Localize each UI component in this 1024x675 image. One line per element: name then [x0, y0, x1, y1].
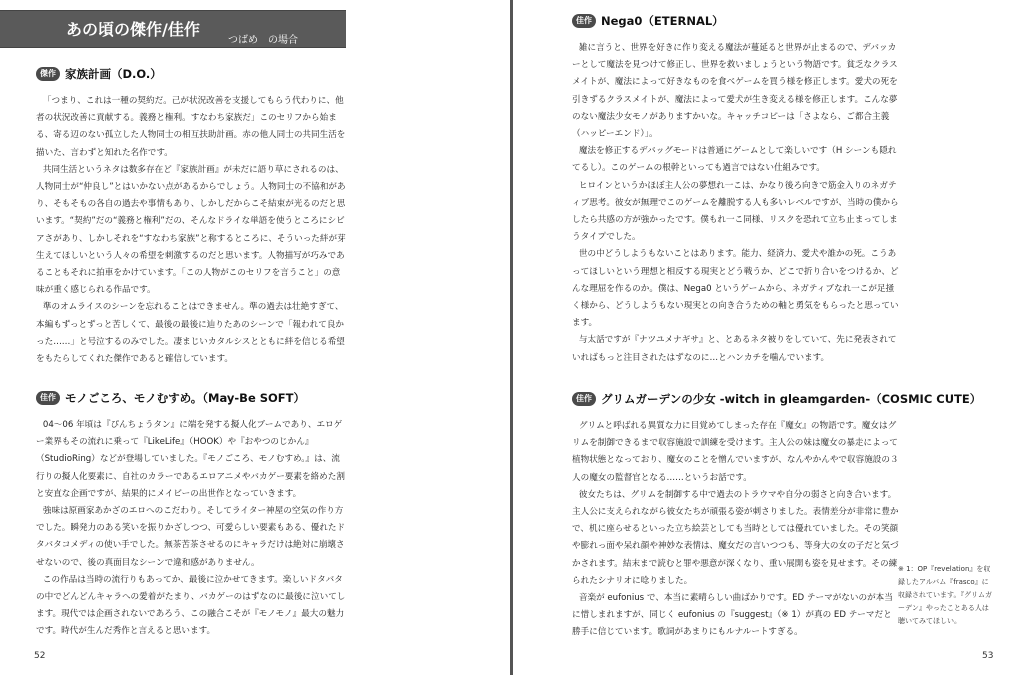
rating-badge: 佳作 — [36, 391, 60, 405]
page-subtitle: つばめ の場合 — [228, 35, 298, 46]
section-title: Nega0（ETERNAL） — [601, 14, 724, 28]
rating-badge: 傑作 — [36, 67, 60, 81]
section-body — [572, 418, 900, 642]
left-page — [0, 0, 510, 675]
page-title: あの頃の傑作/佳作 — [66, 20, 200, 39]
section-kazoku-keikaku — [36, 64, 348, 368]
header-bar — [0, 10, 346, 48]
paragraph: 共同生活というネタは数多存在ど『家族計画』が未だに語り草にされるのは、人物同士が“仲良し”とはいかない点があるからでしょう。人物同士の不協和があり、そもそもの各自の過去や事情もあり、しかしだからこそ結束が光るのだと思います。“契約”だの“義務と権利”だの、そんなドライな単語を使うところにシビアさがあり、しかしそれを“すなわち家族”と称するところに、そういった絆が芽生えてほしいという人々の希望を刺激するのだと思います。人物描写が巧みであることもそれに拍車をかけています。「この人物がこのセリフを言うこと」の意味が重く感じられる作品です。 — [36, 164, 346, 296]
paragraph: グリムと呼ばれる異質な力に目覚めてしまった存在『魔女』の物語です。魔女はグリムを制御できるまで収容施設で訓練を受けます。主人公の妹は魔女の暴走によって植物状態となっており、魔女のことを憎んでいますが、なんやかんやで収容施設の３人の魔女の監督官となる……というお話です。 — [572, 421, 899, 483]
paragraph: 世の中どうしようもないことはあります。能力、経済力、愛犬や誰かの死。こうあってほしいという理想と相反する現実とどう戦うか、どこで折り合いをつけるか、どんな理屈を作るのか。僕は、Nega0 というゲームから、ネガティブなれ一こが足掻く様から、どうしようもない現実との向き合うための軸と勇気をもらったと思っています。 — [572, 249, 899, 329]
section-title: グリムガーデンの少女 -witch in gleamgarden-（COSMIC CUTE） — [601, 392, 982, 406]
page-number: 52 — [34, 651, 46, 661]
rating-badge: 佳作 — [572, 14, 596, 28]
paragraph: ヒロインというかほぼ主人公の夢想れ一こは、かなり後ろ向きで筋金入りのネガティブ思考。彼女が無理でこのゲームを離脱する人も多いレベルですが、当時の僕からしたら共感の方が強かったです。僕もれ一こ同様、リスクを恐れて立ち止まってしまうタイプでした。 — [572, 180, 899, 243]
section-title: モノごころ、モノむすめ。（May-Be SOFT） — [65, 391, 306, 405]
section-body — [572, 40, 900, 367]
section-heading — [572, 11, 900, 31]
page-gutter — [510, 0, 513, 675]
section-nega0 — [572, 11, 900, 367]
paragraph: 魔法を修正するデバッグモードは普通にゲームとして楽しいです（H シーンも隠れてるし）。このゲームの根幹といっても過言ではない仕組みです。 — [572, 146, 897, 174]
paragraph: 04～06 年頃は『ぴんちょうタン』に端を発する擬人化ブームであり、エロゲー業界もその流れに乗って『LikeLife』（HOOK）や『おやつのじかん』（StudioRing）などが登場していました。『モノごころ、モノむすめ。』は、流行りの擬人化要素に、自社のカラーであるエロアニメやバカゲー要素を絡めた割と安直な企画ですが、結果的にメイビーの出世作となっていきます。 — [36, 420, 345, 499]
section-title: 家族計画（D.O.） — [65, 67, 162, 81]
paragraph: この作品は当時の流行りもあってか、最後に泣かせてきます。楽しいドタバタの中でどんどんキャラへの愛着がたまり、バカゲーのはずなのに最後に泣いてします。現代では企画されないであろう、この融合こそが『モノモノ』最大の魅力です。時代が生んだ秀作と言えると思います。 — [36, 574, 346, 637]
paragraph: 強味は原画家あかざのエロへのこだわり。そしてライター神屋の空気の作り方でした。瞬発力のある笑いを振りかざしつつ、可愛らしい要素もある、優れたドタバタコメディの使い手でした。無茶苦茶させるのにキャラだけは絶対に崩壊させないので、後の真面目なシーンで違和感がありません。 — [36, 506, 346, 568]
paragraph: 「つまり、これは一種の契約だ。己が状況改善を支援してもらう代わりに、他者の状況改善に貢献する。義務と権利。すなわち家族だ」このセリフから始まる、寄る辺のない孤立した人物同士の相互扶助計画。赤の他人同士の共同生活を描いた、言わずと知れた名作です。 — [36, 96, 346, 158]
section-monogokoro — [36, 388, 348, 641]
page-number: 53 — [982, 651, 994, 661]
paragraph: 与太話ですが『ナツユメナギサ』と、とあるネタ被りをしていて、先に発表されていればもっと注目されたはずなのに…とハンカチを噛んでいます。 — [572, 335, 897, 363]
paragraph: 雑に言うと、世界を好きに作り変える魔法が蔓延ると世界が止まるので、デバッカーとして魔法を見つけて修正し、世界を救いましょうという物語です。貧乏なクラスメイトが、魔法によって好きなものを食べゲームを買う様を修正します。愛犬の死を引きずるクラスメイトが、魔法によって愛犬が生き変える様を修正します。こんな夢のない魔法少女モノがありますかいな。キャッチコピーは「さよなら、ご都合主義（ハッピーエンド）」。 — [572, 43, 898, 140]
section-body — [36, 93, 348, 368]
section-heading — [36, 388, 348, 408]
section-heading — [36, 64, 348, 84]
paragraph: 彼女たちは、グリムを制御する中で過去のトラウマや自分の弱さと向き合います。主人公に支えられながら彼女たちが頑張る姿が刺さりました。表情差分が非常に豊かで、机に座らせるといった立ち絵芸としても当時としては優れていました。その笑顔や膨れっ面や呆れ顔や神妙な表情は、魔女だの言いつつも、等身大の女の子だと気づかされます。結末まで読むと罪や悪意が深くなり、重い展開も姿を見せます。その練られたシナリオに唸りました。 — [572, 489, 899, 586]
footnote: ※ 1：OP『revelation』を収録したアルバム『frasco』に収録されています。『グリムガーデン』やったことある人は聴いてみてほしい。 — [898, 565, 992, 625]
rating-badge: 佳作 — [572, 392, 596, 406]
section-heading — [572, 389, 982, 409]
paragraph: 準のオムライスのシーンを忘れることはできません。準の過去は壮絶すぎて、本編もずっとずっと苦しくて、最後の最後に辿りたあのシーンで「報われて良かった……」と号泣するのみでした。凄まじいカタルシスとともに絆を信じる希望をもたらしてくれた傑作であると確信しています。 — [36, 302, 345, 365]
paragraph: 音楽が eufonius で、本当に素晴らしい曲ばかりです。ED テーマがないのが本当に惜しまれますが、同じく eufonius の『suggest』（※ 1）が真の ED テーマだと勝手に信じています。歌詞があまりにもルナルートすぎる。 — [572, 593, 893, 638]
section-body — [36, 417, 348, 641]
